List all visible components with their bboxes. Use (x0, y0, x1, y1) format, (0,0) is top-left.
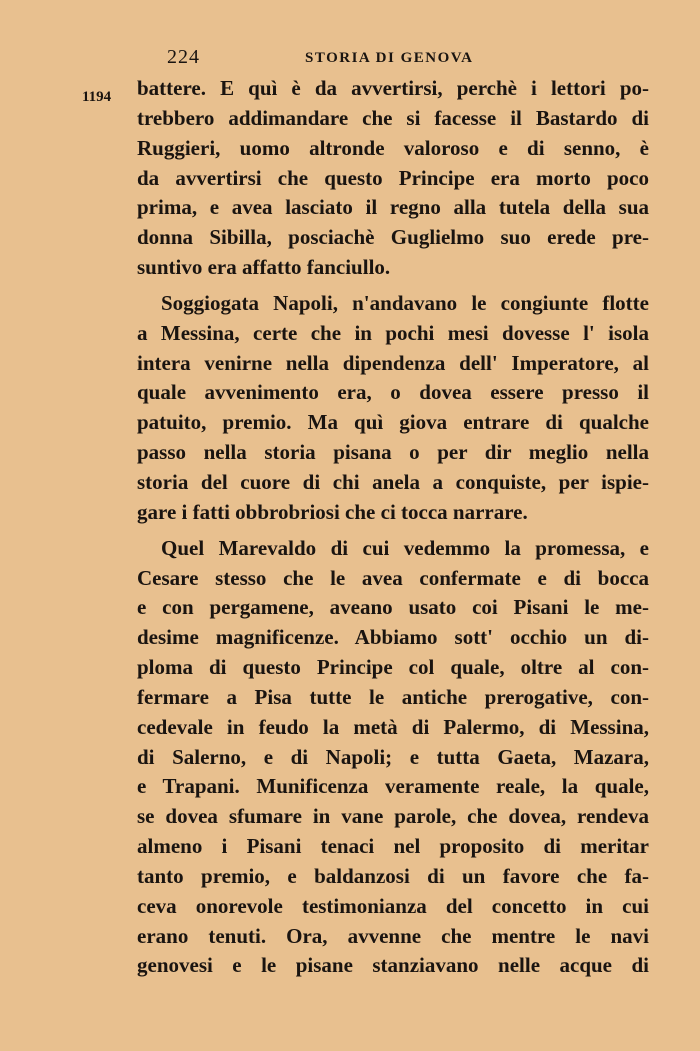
text-line: ploma di questo Principe col quale, oltre al con- (137, 655, 649, 680)
body-text (137, 74, 649, 981)
text-line: almeno i Pisani tenaci nel proposito di meritar (137, 834, 649, 859)
paragraph-3 (137, 534, 649, 982)
text-line: e Trapani. Munificenza veramente reale, la quale, (137, 774, 649, 799)
text-line: se dovea sfumare in vane parole, che dovea, rendeva (137, 804, 649, 829)
running-title: STORIA DI GENOVA (305, 50, 474, 66)
text-line: a Messina, certe che in pochi mesi dovesse l' isola (137, 320, 649, 345)
text-line: storia del cuore di chi anela a conquiste, per ispie- (137, 469, 649, 494)
text-line: prima, e avea lasciato il regno alla tutela della sua (137, 195, 649, 220)
text-line: suntivo era affatto fanciullo. (137, 255, 391, 280)
text-line: desime magnificenze. Abbiamo sott' occhio un di- (137, 625, 649, 650)
margin-year-note: 1194 (82, 89, 112, 105)
paragraph-1 (137, 74, 649, 283)
text-line: quale avvenimento era, o dovea essere presso il (137, 380, 649, 405)
text-line: battere. E quì è da avvertirsi, perchè i lettori po- (137, 76, 649, 100)
text-line: erano tenuti. Ora, avvenne che mentre le navi (137, 923, 649, 948)
text-line: Soggiogata Napoli, n'andavano le congiunte flotte (161, 290, 649, 315)
text-line: fermare a Pisa tutte le antiche prerogative, con- (137, 684, 649, 709)
text-line: Cesare stesso che le avea confermate e di bocca (137, 565, 649, 590)
page-number: 224 (167, 46, 200, 68)
text-line: gare i fatti obbrobriosi che ci tocca narrare. (137, 499, 528, 524)
text-line: trebbero addimandare che si facesse il Bastardo di (137, 105, 649, 130)
text-line: di Salerno, e di Napoli; e tutta Gaeta, Mazara, (137, 744, 649, 769)
text-line: patuito, premio. Ma quì giova entrare di qualche (137, 410, 649, 435)
text-line: Ruggieri, uomo altronde valoroso e di senno, è (137, 135, 649, 160)
text-line: donna Sibilla, posciachè Guglielmo suo erede pre- (137, 225, 649, 250)
text-line: Quel Marevaldo di cui vedemmo la promessa, e (161, 535, 649, 560)
text-line: da avvertirsi che questo Principe era morto poco (137, 165, 649, 190)
paragraph-2 (137, 289, 649, 528)
text-line: intera venirne nella dipendenza dell' Imperatore, al (137, 350, 649, 375)
text-line: e con pergamene, aveano usato coi Pisani le me- (137, 595, 649, 620)
text-line: ceva onorevole testimonianza del concetto in cui (137, 893, 649, 918)
text-line: tanto premio, e baldanzosi di un favore che fa- (137, 863, 649, 888)
text-line: passo nella storia pisana o per dir meglio nella (137, 440, 649, 465)
text-line: cedevale in feudo la metà di Palermo, di Messina, (137, 714, 649, 739)
page-header (137, 46, 649, 76)
text-line: genovesi e le pisane stanziavano nelle acque di (137, 953, 649, 978)
